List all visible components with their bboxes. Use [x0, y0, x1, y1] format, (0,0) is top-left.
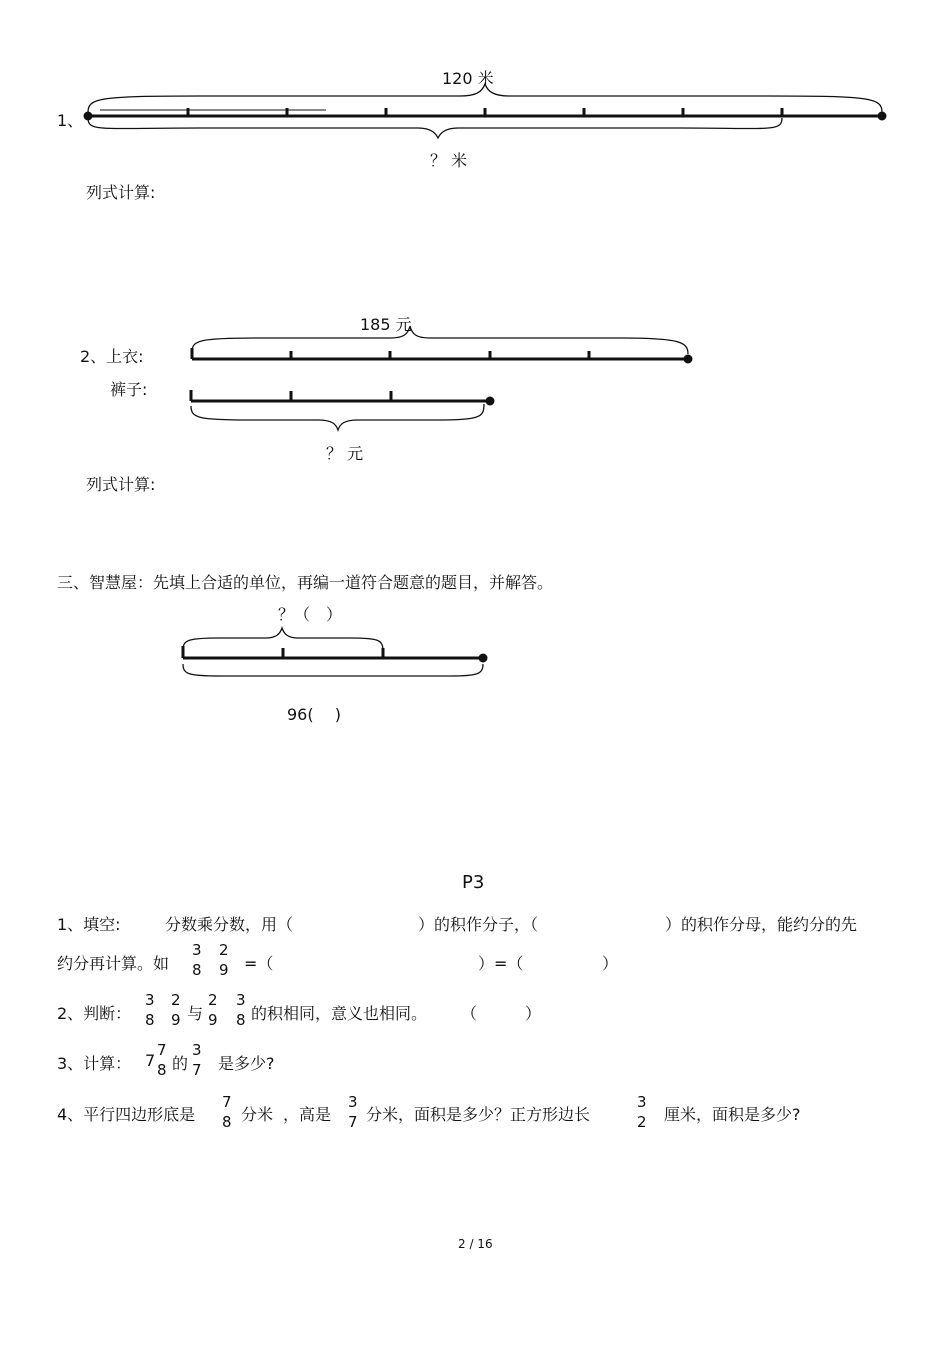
q3-fraction-3-7: 3 7	[192, 1041, 202, 1079]
q1-eq-3: ）	[602, 954, 619, 973]
q2-fraction-3-8-b: 3 8	[236, 991, 246, 1029]
q1-eq-1: =（	[244, 954, 274, 973]
problem1-number: 1、	[57, 111, 84, 130]
q4-label: 4、平行四边形底是	[57, 1105, 196, 1124]
q2-fraction-3-8-a: 3 8	[145, 991, 155, 1029]
page-number: 2 / 16	[458, 1237, 493, 1251]
q1-line2-text: 约分再计算。如	[57, 954, 170, 973]
q1-text-a: 分数乘分数，用（	[165, 915, 294, 934]
problem2-pants-label: 裤子:	[110, 380, 148, 399]
problem2-top-label: 185 元	[360, 315, 412, 334]
problem2-work-label: 列式计算:	[86, 475, 156, 494]
q4-height-text: ，高是	[283, 1105, 332, 1124]
problem2-bottom-label: ？ 元	[326, 444, 364, 463]
q3-whole-number: 7	[145, 1051, 156, 1070]
q4-square-text: 厘米，面积是多少?	[664, 1105, 801, 1124]
brace-185	[192, 326, 688, 354]
q4-area-text: 分米，面积是多少？正方形边长	[366, 1105, 591, 1124]
q3-label: 3、计算：	[57, 1054, 132, 1073]
q2-statement: 的积相同，意义也相同。	[251, 1004, 428, 1023]
q1-eq-2: ）=（	[478, 954, 524, 973]
q4-unit-dm: 分米	[241, 1105, 274, 1124]
q1-label: 1、填空:	[57, 915, 121, 934]
q1-text-b: ）的积作分子，（	[418, 915, 539, 934]
problem1-work-label: 列式计算:	[86, 183, 156, 202]
q2-and: 与	[187, 1004, 204, 1023]
section3-bottom-label: 96( )	[287, 705, 341, 724]
section3-top-label: ？（ ）	[278, 605, 343, 624]
q4-fraction-3-7: 3 7	[348, 1093, 358, 1131]
q3-of: 的	[172, 1054, 189, 1073]
q1-fraction-3-8: 3 8	[192, 941, 202, 979]
q2-answer-blank: （ ）	[461, 1004, 542, 1023]
p3-title: P3	[462, 872, 485, 893]
problem1-bottom-label: ？ 米	[430, 151, 468, 170]
q1-fraction-2-9: 2 9	[219, 941, 229, 979]
q3-fraction-7-8: 7 8	[157, 1041, 167, 1079]
section3-heading: 三、智慧屋：先填上合适的单位，再编一道符合题意的题目，并解答。	[57, 573, 554, 592]
q1-text-c: ）的积作分母，能约分的先	[665, 915, 858, 934]
brace-question-m	[88, 118, 782, 138]
q3-question: 是多少?	[218, 1054, 275, 1073]
q4-fraction-7-8: 7 8	[222, 1093, 232, 1131]
q4-fraction-3-2: 3 2	[637, 1093, 647, 1131]
problem2-shirt-label: 2、上衣:	[80, 347, 144, 366]
q2-fraction-2-9-b: 2 9	[208, 991, 218, 1029]
q2-label: 2、判断：	[57, 1004, 132, 1023]
problem1-top-label: 120 米	[442, 69, 494, 88]
brace-96	[183, 664, 483, 676]
q2-fraction-2-9-a: 2 9	[171, 991, 181, 1029]
brace-question-yuan	[191, 404, 484, 430]
